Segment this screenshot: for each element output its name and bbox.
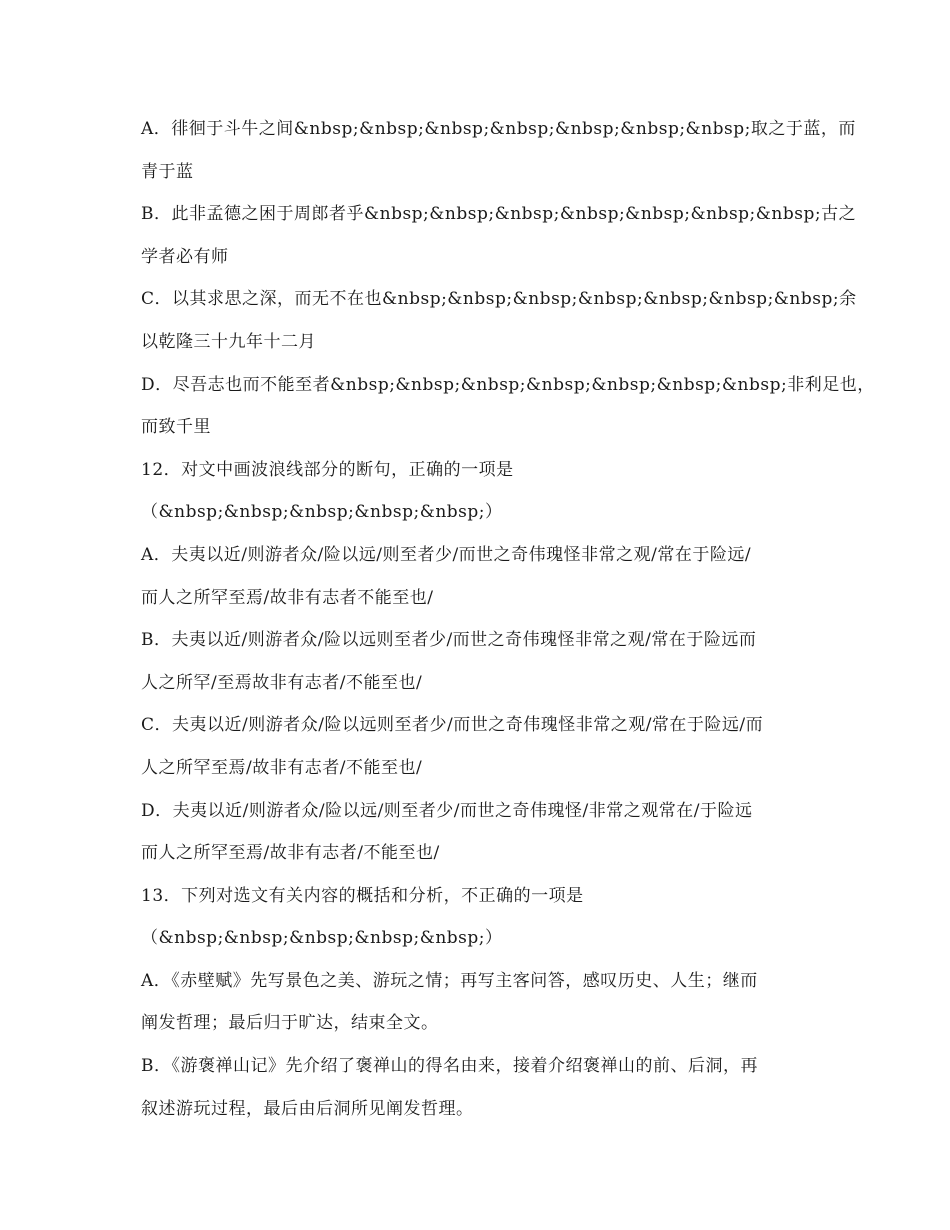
question-12-stem: 12．对文中画波浪线部分的断句，正确的一项是	[141, 459, 514, 480]
q12-option-d-line-1: D．夫夷以近/则游者众/险以远/则至者少/而世之奇伟瑰怪/非常之观常在/于险远	[141, 800, 753, 821]
q13-option-b-line-1: B．《游褒禅山记》先介绍了褒禅山的得名由来，接着介绍褒禅山的前、后洞，再	[141, 1056, 758, 1077]
option-d-line-1: D．尽吾志也而不能至者&nbsp;&nbsp;&nbsp;&nbsp;&nbsp;&nbsp;&nbsp;非利足也，	[141, 374, 875, 395]
option-b-line-2: 学者必有师	[141, 246, 229, 267]
option-a-line-1: A．徘徊于斗牛之间&nbsp;&nbsp;&nbsp;&nbsp;&nbsp;&nbsp;&nbsp;取之于蓝，而	[141, 119, 856, 139]
question-13-stem: 13．下列对选文有关内容的概括和分析，不正确的一项是	[141, 885, 584, 906]
option-a-line-2: 青于蓝	[141, 161, 194, 182]
option-c-line-1: C．以其求思之深，而无不在也&nbsp;&nbsp;&nbsp;&nbsp;&nbsp;&nbsp;&nbsp;余	[141, 289, 857, 310]
q12-option-d-line-2: 而人之所罕至焉/故非有志者/不能至也/	[141, 843, 440, 864]
q12-option-c-line-1: C．夫夷以近/则游者众/险以远则至者少/而世之奇伟瑰怪非常之观/常在于险远/而	[141, 715, 764, 736]
option-c-line-2: 以乾隆三十九年十二月	[141, 331, 316, 352]
q13-option-a-line-2: 阐发哲理；最后归于旷达，结束全文。	[141, 1013, 439, 1034]
question-13-blank: （&nbsp;&nbsp;&nbsp;&nbsp;&nbsp;）	[141, 928, 503, 949]
q12-option-a-line-1: A．夫夷以近/则游者众/险以远/则至者少/而世之奇伟瑰怪非常之观/常在于险远/	[141, 544, 752, 565]
option-b-line-1: B．此非孟德之困于周郎者乎&nbsp;&nbsp;&nbsp;&nbsp;&nbsp;&nbsp;&nbsp;古之	[141, 204, 857, 225]
question-12-blank: （&nbsp;&nbsp;&nbsp;&nbsp;&nbsp;）	[141, 502, 503, 523]
q12-option-b-line-2: 人之所罕/至焉故非有志者/不能至也/	[141, 672, 423, 693]
q13-option-b-line-2: 叙述游玩过程，最后由后洞所见阐发哲理。	[141, 1098, 474, 1119]
option-d-line-2: 而致千里	[141, 417, 211, 438]
document-body	[141, 108, 875, 1130]
q12-option-b-line-1: B．夫夷以近/则游者众/险以远则至者少/而世之奇伟瑰怪非常之观/常在于险远而	[141, 630, 757, 651]
q12-option-c-line-2: 人之所罕至焉/故非有志者/不能至也/	[141, 757, 423, 778]
q13-option-a-line-1: A．《赤壁赋》先写景色之美、游玩之情；再写主客问答，感叹历史、人生；继而	[141, 970, 758, 991]
q12-option-a-line-2: 而人之所罕至焉/故非有志者不能至也/	[141, 587, 434, 608]
